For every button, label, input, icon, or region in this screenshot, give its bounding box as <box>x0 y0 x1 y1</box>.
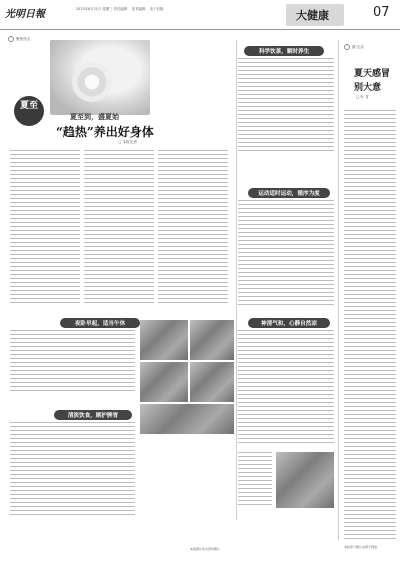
lead-article-col-2 <box>84 150 154 306</box>
article-title-hydration: 科学饮茶，顺时养生 <box>244 46 324 56</box>
newspaper-logo: 光明日報 <box>5 9 45 20</box>
fan-icon <box>72 62 112 102</box>
article-title-mood: 神清气和，心静自然凉 <box>248 318 330 328</box>
right-kicker-icon <box>344 44 350 50</box>
right-title-line-2: 别大意 <box>354 83 382 93</box>
article-body-hydration <box>238 58 334 152</box>
right-column-divider <box>338 40 339 540</box>
article-title-exercise: 运动适时运动，循序为度 <box>248 188 330 198</box>
headline-top: 夏至到，盛夏始 <box>70 112 119 121</box>
article-body-mood-2 <box>238 452 272 508</box>
right-title-line-1: 夏天感冒 <box>354 69 391 79</box>
photo-collage-5 <box>140 404 234 434</box>
right-kicker-label: 健·生活 <box>352 45 364 49</box>
byline: □ 本报记者 <box>118 140 137 144</box>
article-body-mood <box>238 330 334 446</box>
lead-article-col-1 <box>10 150 80 306</box>
photo-collage-4 <box>190 362 234 402</box>
page-number: 07 <box>373 5 390 20</box>
lead-article-col-3 <box>158 150 228 306</box>
issue-line: 2023年6月21日 星期三 责任编辑： 美术编辑： 电子信箱： <box>76 7 167 11</box>
article-body-diet <box>10 422 135 518</box>
photo-collage-3 <box>140 362 188 402</box>
headline-main: “趋热”养出好身体 <box>56 125 154 139</box>
image-credit: 本版图片均为资料图片 <box>190 547 221 551</box>
article-body-exercise <box>238 200 334 308</box>
photo-collage-2 <box>190 320 234 360</box>
article-title-diet: 清淡饮食，顾护脾胃 <box>54 410 132 420</box>
section-title: 大健康 <box>296 9 329 22</box>
photo-collage-1 <box>140 320 188 360</box>
article-title-sleep: 夜卧早起，适当午休 <box>60 318 140 328</box>
article-body-sleep <box>10 330 135 394</box>
section-divider <box>236 40 237 520</box>
right-byline: □ 叶 青 <box>356 95 369 99</box>
solar-term-label: 夏至 <box>19 101 38 111</box>
right-article-body <box>344 110 396 540</box>
kicker-label: 聚焦热点 <box>16 37 31 41</box>
mood-photo <box>276 452 334 508</box>
right-footer: 本版部分图片来源于网络 <box>344 545 378 549</box>
kicker-icon <box>8 36 14 42</box>
